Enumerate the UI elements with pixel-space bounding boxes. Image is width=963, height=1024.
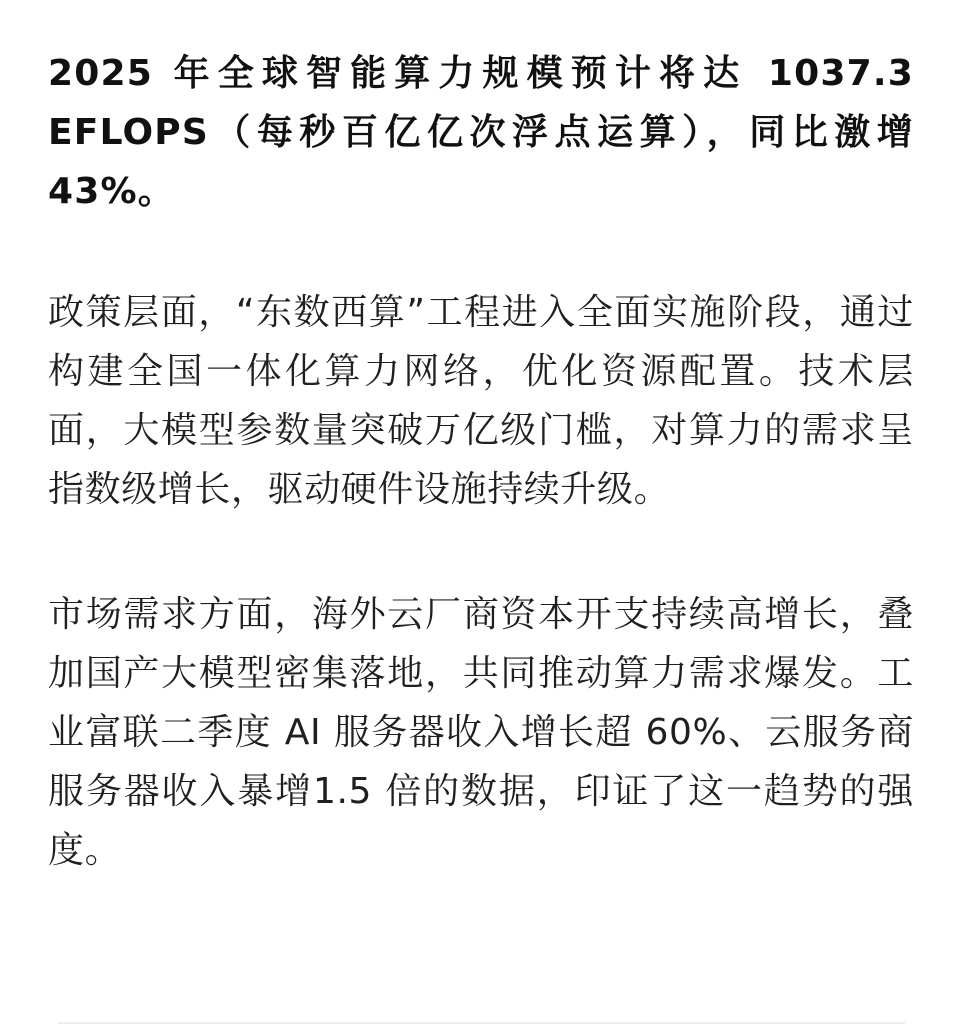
paragraph-market-demand: 市场需求方面，海外云厂商资本开支持续高增长，叠加国产大模型密集落地，共同推动算力需求爆发。工业富联二季度 AI 服务器收入增长超 60%、云服务商服务器收入暴增1.5 倍的数据，印证了这一趋势的强度。 bbox=[48, 594, 914, 871]
headline: 2025 年全球智能算力规模预计将达 1037.3 EFLOPS（每秒百亿亿次浮点运算），同比激增 43%。 bbox=[48, 53, 914, 212]
article-body bbox=[48, 44, 914, 880]
paragraph-policy-tech: 政策层面，“东数西算”工程进入全面实施阶段，通过构建全国一体化算力网络，优化资源配置。技术层面，大模型参数量突破万亿级门槛，对算力的需求呈指数级增长，驱动硬件设施持续升级。 bbox=[48, 292, 914, 510]
